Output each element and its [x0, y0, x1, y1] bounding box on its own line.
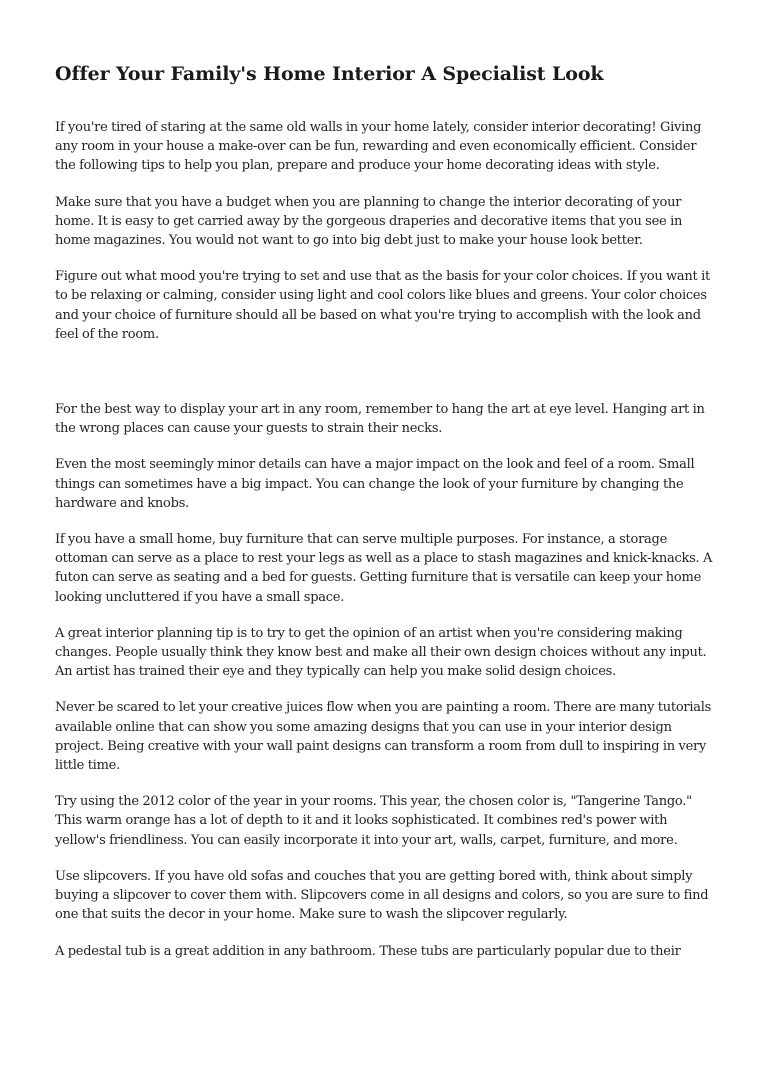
paragraph: Never be scared to let your creative juices flow when you are painting a room. There are many tutorials available online that can show you some amazing designs that you can use in your interior design project. Being creative with your wall paint designs can transform a room from dull to inspiring in very little time.: [55, 700, 712, 774]
paragraph: Even the most seemingly minor details can have a major impact on the look and feel of a room. Small things can sometimes have a big impact. You can change the look of your furniture by changing the hardware and knobs.: [55, 457, 695, 511]
document-title: Offer Your Family's Home Interior A Specialist Look: [55, 63, 604, 85]
paragraph: Make sure that you have a budget when you are planning to change the interior decorating of your home. It is easy to get carried away by the gorgeous draperies and decorative items that you see in home magazines. You would not want to go into big debt just to make your house look better.: [55, 194, 683, 249]
paragraph: If you have a small home, buy furniture that can serve multiple purposes. For instance, a storage ottoman can serve as a place to rest your legs as well as a place to stash magazines and knick-knacks. A futon can serve as seating and a bed for guests. Getting furniture that is versatile can keep your home looking uncluttered if you have a small space.: [55, 532, 713, 605]
paragraph: For the best way to display your art in any room, remember to hang the art at eye level. Hanging art in the wrong places can cause your guests to strain their necks.: [55, 402, 705, 437]
paragraph: Try using the 2012 color of the year in your rooms. This year, the chosen color is, "Tangerine Tango." This warm orange has a lot of depth to it and it looks sophisticated. It combines red's power with yellow's friendliness. You can easily incorporate it into your art, walls, carpet, furniture, and more.: [55, 794, 692, 848]
paragraph: Use slipcovers. If you have old sofas and couches that you are getting bored with, think about simply buying a slipcover to cover them with. Slipcovers come in all designs and colors, so you are sure to find one that suits the decor in your home. Make sure to wash the slipcover regularly.: [55, 868, 709, 923]
paragraph: A pedestal tub is a great addition in any bathroom. These tubs are particularly popular due to their: [55, 943, 681, 959]
blank-gap: [55, 361, 714, 400]
paragraph: A great interior planning tip is to try to get the opinion of an artist when you're considering making changes. People usually think they know best and make all their own design choices without any input. An artist has trained their eye and they typically can help you make solid design choices.: [55, 625, 707, 680]
paragraph: If you're tired of staring at the same old walls in your home lately, consider interior decorating! Giving any room in your house a make-over can be fun, rewarding and even economically efficient. Consider the following tips to help you plan, prepare and produce your home decorating ideas with style.: [55, 120, 702, 174]
paragraph: Figure out what mood you're trying to set and use that as the basis for your color choices. If you want it to be relaxing or calming, consider using light and cool colors like blues and greens. Your color choices and your choice of furniture should all be based on what you're trying to accomplish with the look and feel of the room.: [55, 269, 710, 342]
